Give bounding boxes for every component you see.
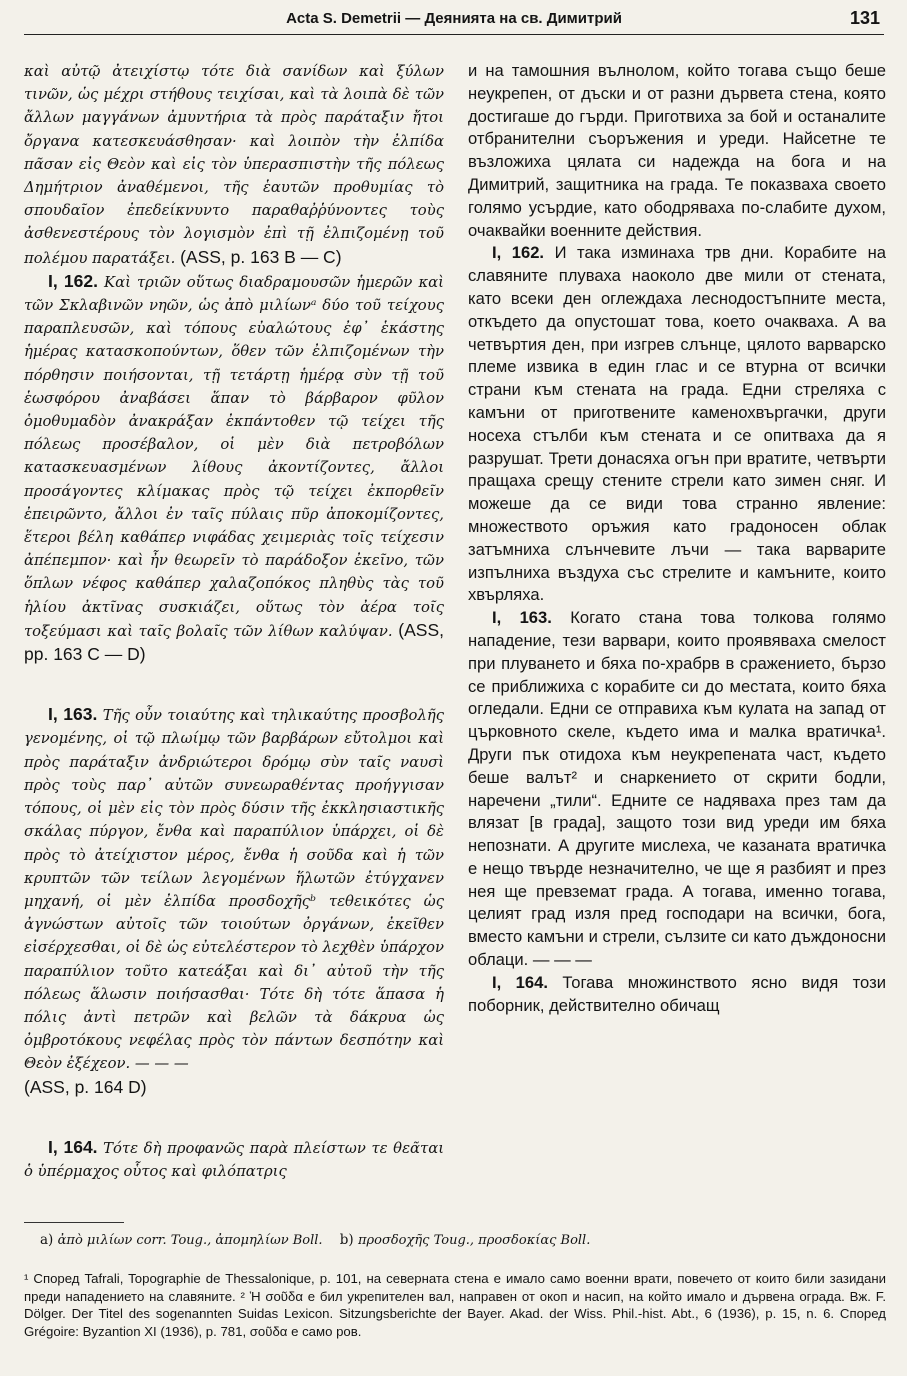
greek-text: καὶ αὐτῷ ἀτειχίστῳ τότε διὰ σανίδων καὶ ξύλων τινῶν, ὡς μέχρι στήθους τειχίσαι, καὶ τὰ λοιπὰ δὲ τῶν ἄλλων μαγγάνων ἀμυντήρια τὰ πρὸς παράταξιν ἤτοι ὄργανα κατεσκευάσθησαν· καὶ λοιπὸν τὴν ἐλπίδα πᾶσαν εἰς Θεὸν καὶ εἰς τὸν ὑπερασπιστὴν τῆς πόλεως Δημήτριον ἀναθέμενοι, τῆς ἑαυτῶν προθυμίας τὸ σπουδαῖον ἐπεδείκνυντο παραθαῤῥύνοντες τοὺς ἀσθενεστέρους τὸν λογισμὸν ἐπὶ τῇ ἐλπιζομένῃ τοῦ πολέμου παρατάξει. — [24, 63, 444, 267]
apparatus-note-a: ἀπὸ μιλίων corr. Toug., ἀπομηλίων Boll. — [57, 1233, 323, 1248]
section-number: I, 162. — [492, 243, 545, 263]
greek-text: Τῆς οὖν τοιαύτης καὶ τηλικαύτης προσβολῆς γενομένης, οἱ τῷ πλωίμῳ τῶν βαρβάρων εὔτολμοι καὶ πρὸς παράταξιν ἀνδριώτεροι δρόμῳ σὺν ταῖς ναυσὶ πρὸς τοὺς παρ᾿ αὐτῶν συνεωραθέντας προήγγισαν τόπους, οἱ μὲν εἰς τὸν πρὸς δύσιν τῆς ἐκκλησιαστικῆς σκάλας πύργον, ἔνθα καὶ παραπύλιον ὑπάρχει, οἱ δὲ πρὸς τὸ ἀτείχιστον μέρος, ἔνθα ἡ σοῦδα καὶ ἡ τῶν κρυπτῶν τῶν τείλων λεγομένων ἥλωτῶν ἐτύγχανεν μηχανή, οἱ μὲν ἐλπίδα προσδοχῆςᵇ τεθεικότες ὡς ἀγνώστων αὐτοῖς τῶν τοιούτων ὀργάνων, ἐκεῖθεν εἰσέρχεσθαι, οἱ δὲ ὡς εὐτελέστερον τὸ λεχθὲν ὑπάρχον παραπύλιον τοῦτο κατεάξαι καὶ δι᾿ αὐτοῦ τὴν τῆς πόλεως ἅλωσιν ποιήσασθαι· Τότε δὴ τότε ἅπασα ἡ πόλις ἀντὶ πετρῶν καὶ βελῶν τὰ δάκρυα ὡς ὀμβροτόκους νεφέλας πρὸς τὸν πάντων δεσπότην καὶ Θεὸν ἐξέχεον. — — — — [24, 707, 444, 1073]
page-header — [24, 6, 884, 35]
section-number: I, 163. — [492, 608, 552, 628]
section-number: I, 164. — [48, 1136, 98, 1157]
bulgarian-text: Тогава множинството ясно видя този поборник, действително обичащ — [468, 972, 886, 1015]
apparatus-label-b: b) — [339, 1232, 354, 1248]
greek-paragraph-163 — [24, 703, 444, 1099]
bulgarian-column — [468, 60, 886, 1017]
greek-text: Καὶ τριῶν οὕτως διαδραμουσῶν ἡμερῶν καὶ τῶν Σκλαβινῶν νηῶν, ὡς ἀπὸ μιλίωνᵃ δύο τοῦ τείχους παραπλευσῶν, καὶ τόπους εὐαλώτους ἐφ᾿ ἑκάστης ἡμέρας κατασκοπούντων, ὅθεν τῶν ἐλπιζομένων τὴν πόρθησιν ποιήσονται, τῇ τετάρτῃ ἡμέρᾳ σὺν τῇ τοῦ ἑωσφόρου ἀναβάσει ἅπαν τὸ βάρβαρον φῦλον ὁμοθυμαδὸν ἀνακράξαν ἐκπάντοθεν τῷ τείχει τῆς πόλεως προσέβαλον, οἱ μὲν διὰ πετροβόλων κατασκευασμένων λίθους ἀκοντίζοντες, ἄλλοι προσάγοντες κλίμακας πρὸς τῷ τείχει ἐκπορθεῖν ἐπειρῶντο, ἄλλοι ἐν ταῖς πύλαις πῦρ ἀποκομίζοντες, ἕτεροι βέλη καθάπερ νιφάδας χειμεριὰς τοῖς τείχεσιν ἀπέπεμπον· καὶ ἦν θεωρεῖν τὸ παράδοξον ἐκεῖνο, τῶν ὅπλων νέφος καθάπερ χαλαζοπόκος πληθὺς τὰς τοῦ ἡλίου ἀκτῖνας συσκιάζει, οὕτως τὸν ἀέρα τοῖς τοξεύμασι καὶ ταῖς βολαῖς τῶν λίθων καλύψαν. — [24, 273, 444, 640]
source-reference: (ASS, pp. 163 C — D) — [24, 619, 444, 665]
bulgarian-paragraph-163 — [468, 607, 886, 972]
page-number: 131 — [849, 8, 880, 28]
source-reference: (ASS, p. 164 D) — [24, 1076, 147, 1097]
bulgarian-text: И така изминаха трв дни. Корабите на славяните плуваха наоколо две мили от стената, като всеки ден оглеждаха леснодостъпните места, откъдето да опустошат това, което очакваха. А ва четвъртия ден, при изгрев слънце, цялото варварско племе извика в един глас и се втурна от всички страни към стената на града. Едни стреляха с камъни от приготвените каменохвъргачки, други носеха стълби към стената и се опитваха да я разрушат. Трети донасяха огън при вратите, четвърти пращаха срещу стените стрели като зимен сняг. И можеше да се види това странно явление: множеството оръжия като градоносен облак затъмниха слънчевите лъчи — така варварите изпълниха въздуха със стрелите и камъните, които хвърляха. — [468, 243, 886, 605]
bulgarian-paragraph-162 — [468, 242, 886, 607]
critical-apparatus — [40, 1232, 880, 1248]
bulgarian-text: Когато стана това толкова голямо нападение, тези варвари, които проявяваха смелост при плуването и бяха по-храбрв в сражението, бързо се приближиха с корабите си до местата, които бяха огледали. Едни се отправиха към кулата на запад от църковното скеле, където има и малка вратичка¹. Други пък отидоха към неукрепената част, където беше валът² и снаркението от скрити бодли, наречени „тили“. Едните се надяваха през там да влязат [в града], защото този вид уреди им бяха непознати. А другите мислеха, че казаната вратичка е нещо твърде незначително, че ще я разбият и през нея ще превземат града. А тогава, именно тогава, целият град изля пред господари на всички, бога, вместо камъни и стрели, сълзите си като дъждоносни облаци. — — — — [468, 608, 886, 970]
running-head: Acta S. Demetrii — Деянията на св. Димитрий — [286, 10, 622, 27]
section-number: I, 162. — [48, 270, 98, 291]
bulgarian-paragraph-164 — [468, 972, 886, 1018]
source-reference: (ASS, p. 163 B — C) — [180, 246, 342, 267]
apparatus-note-b: προσδοχῆς Toug., προσδοκίας Boll. — [357, 1233, 591, 1248]
greek-paragraph-1 — [24, 60, 444, 270]
greek-paragraph-162 — [24, 270, 444, 667]
footnotes: ¹ Според Tafrali, Topographie de Thessalonique, p. 101, на северната стена е имало само военни врати, повечето от които били зазидани преди нападението на славяните. ² Ἡ σοῦδα е бил укрепителен вал, направен от окоп и насип, на който имало и дървена ограда. Вж. F. Dölger. Der Titel des sogenannten Suidas Lexicon. Sitzungsberichte der Bayer. Akad. der Wiss. Phil.-hist. Abt., 6 (1936), p. 15, n. 6. Според Grégoire: Byzantion XI (1936), p. 781, σοῦδα е само ров. — [24, 1271, 886, 1339]
section-number: I, 164. — [492, 972, 548, 992]
bulgarian-paragraph-1: и на тамошния вълнолом, който тогава също беше неукрепен, от дъски и от разни дървета стена, която достигаше до гърди. Приготвиха за бой и останалите отбранителни съоръжения и уреди. Найсетне те възложиха цялата си надежда на бога и на Димитрий, защитника на града. Те показваха своето голямо усърдие, като ободряваха по-слабите духом, очаквайки военните действия. — [468, 61, 886, 240]
greek-paragraph-164 — [24, 1136, 444, 1183]
apparatus-label-a: a) — [40, 1232, 54, 1248]
section-number: I, 163. — [48, 704, 98, 725]
greek-text: Τότε δὴ προφανῶς παρὰ πλείστων τε θεᾶται ὁ ὑπέρμαχος οὗτος καὶ φιλόπατρις — [24, 1139, 444, 1180]
footnote-divider — [24, 1222, 124, 1223]
greek-column — [24, 60, 444, 1183]
